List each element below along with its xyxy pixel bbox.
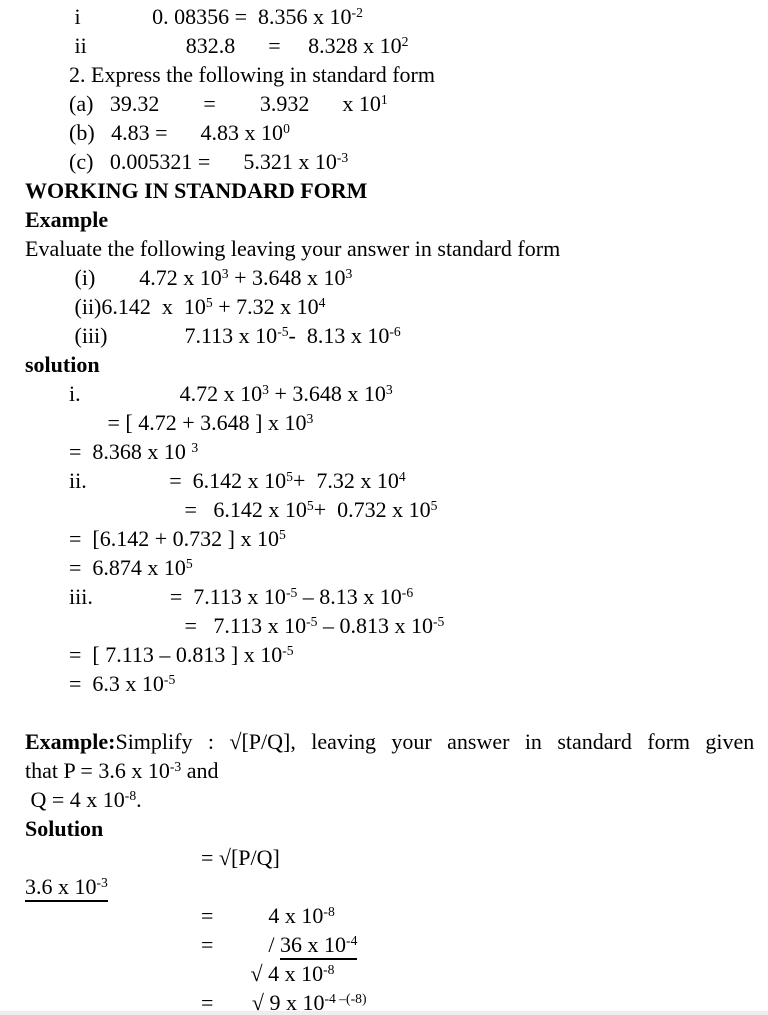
exponent: -4 –(-8) xyxy=(324,990,367,1006)
solution-ii-step-1: ii. = 6.142 x $10^5+ 7.32$ x $10^4$ xyxy=(25,468,406,493)
exercise-2c: (c) 0.005321 = 5.321 x $10^{-3}$ xyxy=(25,149,349,174)
exponent: 1 xyxy=(380,91,388,107)
exponent: -5 xyxy=(163,671,176,687)
solution-iii-step-2: = 7.113 x $10^{-5} - 0.813$ x $10^{-5}$ xyxy=(25,613,445,638)
exponent: -2 xyxy=(351,4,363,20)
section-heading-working-in-standard-form: WORKING IN STANDARD FORM xyxy=(25,178,368,203)
exponent: -8 xyxy=(323,961,335,977)
given-q-value: Q = 4 x $10^{-8}$. xyxy=(25,787,142,812)
exponent: 5 xyxy=(205,294,213,310)
exercise-2a: (a) 39.32 = 3.932 x $10^1$ xyxy=(25,91,388,116)
exponent: 5 xyxy=(306,497,314,513)
solution-2-heading: Solution xyxy=(25,816,104,841)
exponent: 3 xyxy=(262,381,269,397)
solution-iii-step-1: iii. = 7.113 x $10^{-5} - 8.13$ x $10^{-6}$ xyxy=(25,584,414,609)
solution-i-step-3: = 8.368 x 10 $^3$ xyxy=(25,439,199,464)
exponent: 5 xyxy=(430,497,438,513)
exponent: 3 xyxy=(191,439,199,455)
exponent: -8 xyxy=(124,787,137,803)
blank-line xyxy=(25,698,760,727)
exponent: -3 xyxy=(169,758,182,774)
exponent: 5 xyxy=(286,468,293,484)
underlined-expression: 3.6 x $10^{-3}$ xyxy=(25,874,108,902)
exponent: -5 xyxy=(432,613,445,629)
solution-ii-step-3: = [6.142 + 0.732 ] x $10^5$ xyxy=(25,526,286,551)
solution-heading: solution xyxy=(25,352,100,377)
solution-ii-step-2: = 6.142 x $10^5+ 0.732$ x $10^5$ xyxy=(25,497,438,522)
given-p-value: that P = 3.6 x $10^{-3}$ and xyxy=(25,758,219,783)
simplify-step-2-numerator: = / 36 x $10^{-4}$ xyxy=(25,930,760,959)
exercise-2b: (b) 4.83 = 4.83 x $10^0$ xyxy=(25,120,290,145)
fraction-numerator-p xyxy=(25,872,760,901)
example-item-i: (i) 4.72 x $10^3 + 3.648$ x $10^3$ xyxy=(25,265,353,290)
exponent: 3 xyxy=(385,381,393,397)
exponent: 3 xyxy=(306,410,314,426)
conversion-line-i: i 0. 08356 = 8.356 x $10^{-2}$ xyxy=(25,4,363,29)
exponent: -6 xyxy=(389,323,401,339)
exponent: 5 xyxy=(185,555,193,571)
example-item-iii: (iii) 7.113 x $10^{-5}-$ 8.13 x $10^{-6}$ xyxy=(25,323,401,348)
exponent: -6 xyxy=(401,584,414,600)
exponent: -8 xyxy=(323,903,335,919)
exponent: 5 xyxy=(278,526,286,542)
conversion-line-ii: ii 832.8 = 8.328 x $10^2$ xyxy=(25,33,409,58)
document-lines xyxy=(25,2,760,1015)
example-instruction: Evaluate the following leaving your answer in standard form xyxy=(25,236,561,261)
simplify-step-1: = √[P/Q] xyxy=(25,845,280,870)
example-item-ii: (ii)6.142 x $10^5 + 7.32$ x $10^4$ xyxy=(25,294,326,319)
exponent: -5 xyxy=(306,613,318,629)
solution-iii-step-4: = 6.3 x $10^{-5}$ xyxy=(25,671,176,696)
exponent: -4 xyxy=(346,932,358,948)
solution-i-step-2: = [ 4.72 + 3.648 ] x $10^3$ xyxy=(25,410,314,435)
exponent: -3 xyxy=(96,874,108,890)
exponent: 4 xyxy=(318,294,326,310)
example-heading: Example xyxy=(25,207,109,232)
example-simplify-statement: Example:Simplify : √[P/Q], leaving your answer in standard form given xyxy=(25,729,755,754)
exponent: -5 xyxy=(285,584,298,600)
simplify-step-3: = √ 9 x $10^{-4 -(-8)}$ xyxy=(25,990,367,1015)
scan-artifact-band xyxy=(0,1011,768,1015)
exponent: -5 xyxy=(277,323,289,339)
simplify-step-2-denominator: √ 4 x $10^{-8}$ xyxy=(25,961,335,986)
exponent: 0 xyxy=(283,120,290,136)
solution-ii-step-4: = 6.874 x $10^5$ xyxy=(25,555,193,580)
exponent: 3 xyxy=(345,265,353,281)
exponent: -5 xyxy=(282,642,294,658)
underlined-expression: 36 x $10^{-4}$ xyxy=(280,932,357,960)
fraction-denominator-q: = 4 x $10^{-8}$ xyxy=(25,903,335,928)
exponent: 4 xyxy=(398,468,406,484)
exponent: 3 xyxy=(221,265,229,281)
exponent: -3 xyxy=(336,149,349,165)
bold-text: Example: xyxy=(25,729,116,754)
exercise-2-heading: 2. Express the following in standard form xyxy=(25,62,435,87)
solution-iii-step-3: = [ 7.113 – 0.813 ] x $10^{-5}$ xyxy=(25,642,294,667)
exponent: 2 xyxy=(401,33,409,49)
solution-i-step-1: i. 4.72 x $10^3 + 3.648$ x $10^3$ xyxy=(25,381,393,406)
